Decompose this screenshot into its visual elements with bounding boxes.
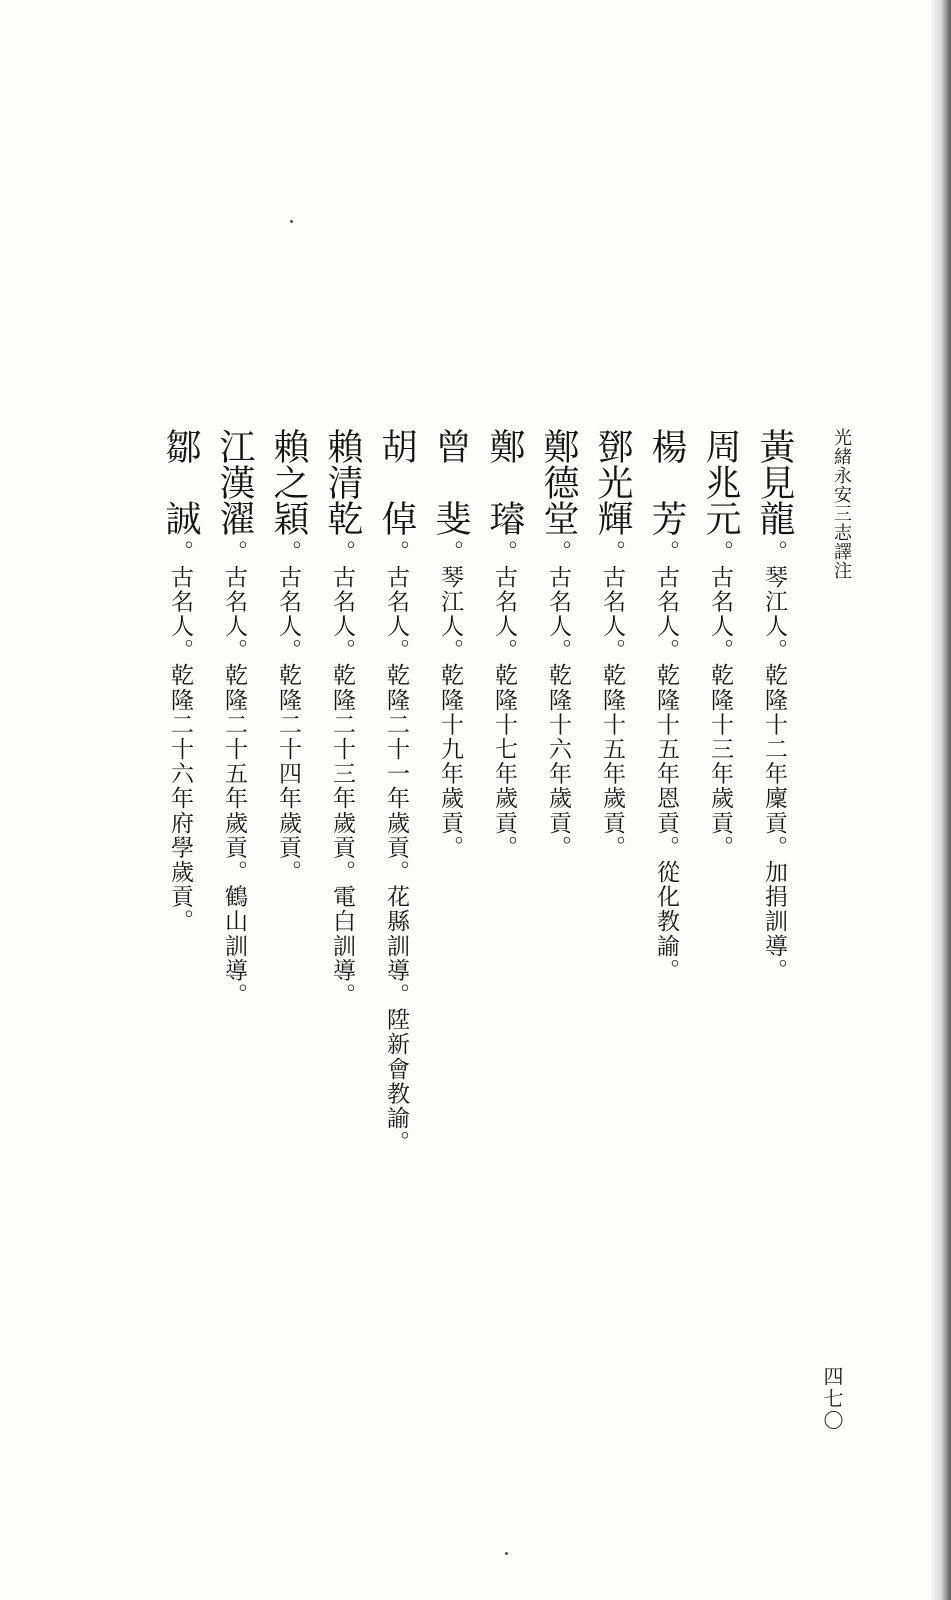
list-item [484,428,524,860]
list-item [646,428,686,983]
scan-speck [505,1552,508,1555]
entry-name: 周兆元 [700,428,741,536]
entry-name: 胡 倬 [376,428,417,536]
list-item [754,428,794,983]
list-item [376,428,416,1155]
list-item [700,428,740,860]
page-number: 四七〇 [820,1366,844,1432]
list-item [430,428,470,860]
entry-description: 。古名人。乾隆二十四年歲貢。 [275,540,301,885]
list-item [322,428,362,1007]
entry-description: 。古名人。乾隆二十六年府學歲貢。 [167,540,193,934]
list-item [214,428,254,1007]
entry-description: 。琴江人。乾隆十二年廩貢。加捐訓導。 [761,540,787,983]
list-item [538,428,578,860]
entry-name: 楊 芳 [646,428,687,536]
running-header: 光緒永安三志譯注 [831,428,852,580]
entry-name: 鄭德堂 [538,428,579,536]
entry-description: 。古名人。乾隆十五年歲貢。 [599,540,625,860]
entry-description: 。古名人。乾隆二十三年歲貢。電白訓導。 [329,540,355,1008]
entry-description: 。琴江人。乾隆十九年歲貢。 [437,540,463,860]
entry-description: 。古名人。乾隆十三年歲貢。 [707,540,733,860]
entry-name: 鄭 璿 [484,428,525,536]
entry-name: 賴清乾 [322,428,363,536]
entry-name: 鄧光輝 [592,428,633,536]
scan-edge-shadow [929,0,951,1600]
entry-name: 曾 斐 [430,428,471,536]
list-item [268,428,308,884]
entry-name: 江漢濯 [214,428,255,536]
entry-description: 。古名人。乾隆二十五年歲貢。鶴山訓導。 [221,540,247,1008]
entry-description: 。古名人。乾隆十五年恩貢。從化教諭。 [653,540,679,983]
entry-description: 。古名人。乾隆十六年歲貢。 [545,540,571,860]
entry-name: 鄒 誠 [160,428,201,536]
entry-name: 賴之穎 [268,428,309,536]
entry-description: 。古名人。乾隆十七年歲貢。 [491,540,517,860]
entry-description: 。古名人。乾隆二十一年歲貢。花縣訓導。陞新會教諭。 [383,540,409,1155]
scan-speck [290,220,293,223]
list-item [160,428,200,934]
list-item [592,428,632,860]
entry-name: 黃見龍 [754,428,795,536]
